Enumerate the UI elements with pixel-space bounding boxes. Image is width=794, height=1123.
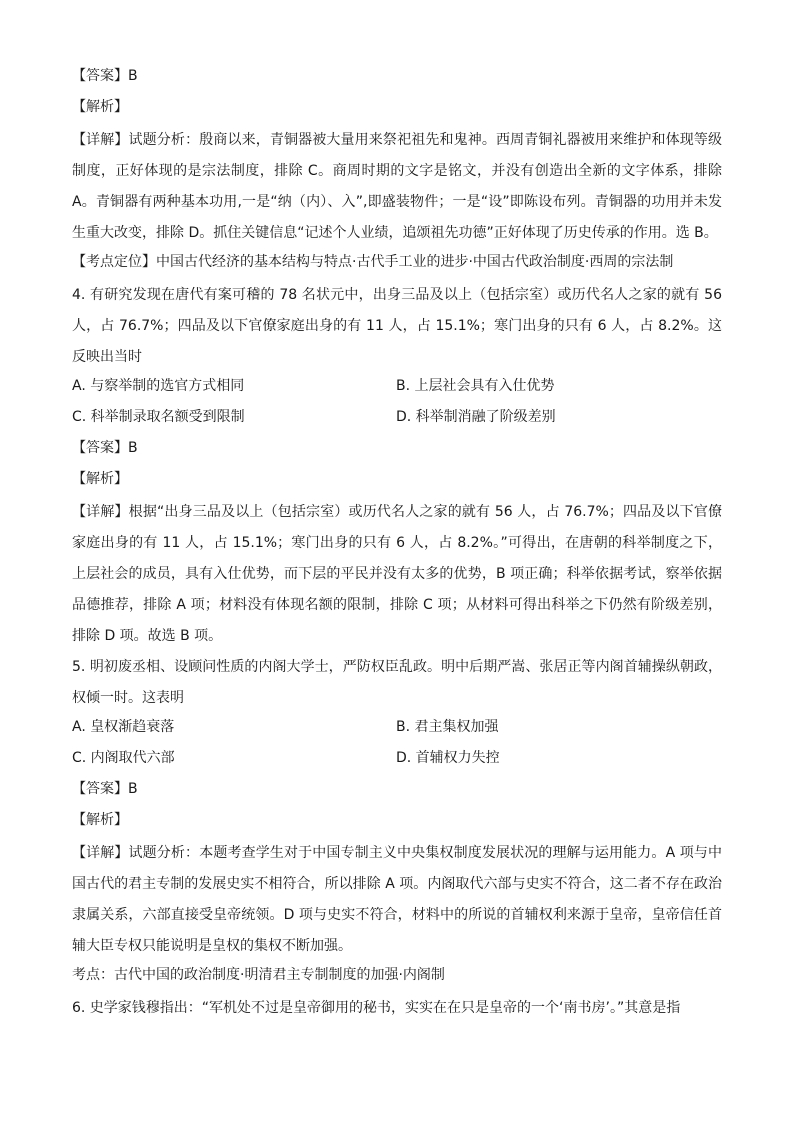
q5-detail: 【详解】试题分析：本题考查学生对于中国专制主义中央集权制度发展状况的理解与运用能力。A 项与中国古代的君主专制的发展史实不相符合，所以排除 A 项。内阁取代六部与史实不符合，这二者不存在政治隶属关系，六部直接受皇帝统领。D 项与史实不符合，材料中的所说的首辅权利来源于皇帝，皇帝信任首辅大臣专权只能说明是皇权的集权不断加强。 (72, 845, 722, 954)
q5-options-row-1 (72, 714, 722, 745)
q5-analysis-label: 【解析】 (72, 812, 128, 828)
q5-options-row-2 (72, 745, 722, 776)
q5-option-c: C. 内阁取代六部 (72, 750, 175, 766)
q4-detail: 【详解】根据“出身三品及以上（包括宗室）或历代名人之家的就有 56 人，占 76.7%；四品及以下官僚家庭出身的有 11 人，占 15.1%；寒门出身的只有 6 人，占 8.2%。”可得出，在唐朝的科举制度之下，上层社会的成员，具有入仕优势，而下层的平民并没有太多的优势，B 项正确；科举依据考试，察举依据品德推荐，排除 A 项；材料没有体现名额的限制，排除 C 项；从材料可得出科举之下仍然有阶级差别，排除 D 项。故选 B 项。 (72, 504, 722, 644)
q3-answer: 【答案】B (72, 68, 138, 84)
q5-option-b: B. 君主集权加强 (396, 719, 499, 735)
q4-option-b: B. 上层社会具有入仕优势 (396, 378, 555, 394)
q4-option-a: A. 与察举制的选官方式相同 (72, 378, 245, 394)
q6-stem: 6. 史学家钱穆指出：“军机处不过是皇帝御用的秘书，实实在在只是皇帝的一个‘南书房’。”其意是指 (72, 1000, 681, 1016)
q4-option-c: C. 科举制录取名额受到限制 (72, 409, 245, 425)
q5-stem: 5. 明初废丞相、设顾问性质的内阁大学士，严防权臣乱政。明中后期严嵩、张居正等内阁首辅操纵朝政，权倾一时。这表明 (72, 659, 722, 706)
q3-topic: 【考点定位】中国古代经济的基本结构与特点·古代手工业的进步·中国古代政治制度·西周的宗法制 (72, 254, 674, 270)
q5-option-d: D. 首辅权力失控 (396, 750, 500, 766)
q4-options-row-2 (72, 404, 722, 435)
q3-detail: 【详解】试题分析：殷商以来，青铜器被大量用来祭祀祖先和鬼神。西周青铜礼器被用来维护和体现等级制度，正好体现的是宗法制度，排除 C。商周时期的文字是铭文，并没有创造出全新的文字体系，排除 A。青铜器有两种基本功用,一是“纳（内）、入”,即盛装物件；一是“设”即陈设布列。青铜器的功用并未发生重大改变，排除 D。抓住关键信息“记述个人业绩，追颂祖先功德”正好体现了历史传承的作用。选 B。 (72, 132, 722, 241)
q5-topic: 考点：古代中国的政治制度·明清君主专制制度的加强·内阁制 (72, 967, 445, 983)
q4-analysis-label: 【解析】 (72, 471, 128, 487)
q4-options-row-1 (72, 373, 722, 404)
q5-answer: 【答案】B (72, 781, 138, 797)
q4-answer: 【答案】B (72, 440, 138, 456)
q5-option-a: A. 皇权渐趋衰落 (72, 719, 175, 735)
q3-analysis-label: 【解析】 (72, 99, 128, 115)
document-content (72, 63, 722, 1024)
q4-option-d: D. 科举制消融了阶级差别 (396, 409, 556, 425)
q4-stem: 4. 有研究发现在唐代有案可稽的 78 名状元中，出身三品及以上（包括宗室）或历代名人之家的就有 56 人，占 76.7%；四品及以下官僚家庭出身的有 11 人，占 15.1%；寒门出身的只有 6 人，占 8.2%。这反映出当时 (72, 287, 722, 365)
